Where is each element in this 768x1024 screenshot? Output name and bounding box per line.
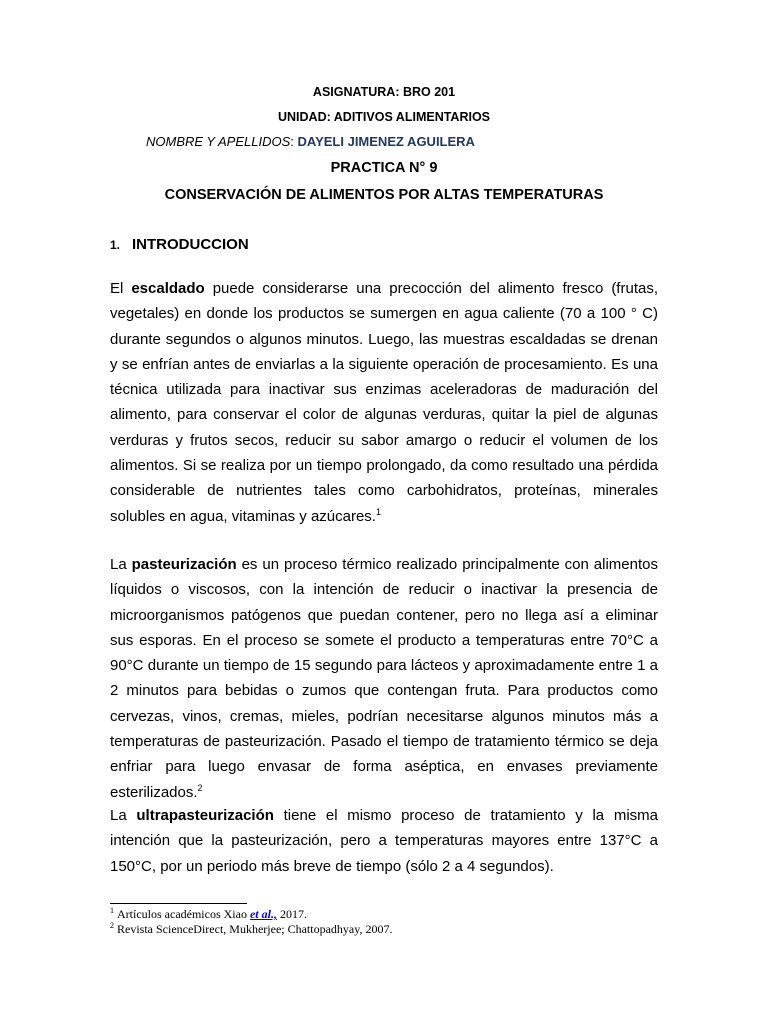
- paragraph-lead: La: [110, 556, 132, 573]
- footnote-text: Artículos académicos Xiao: [117, 907, 250, 921]
- footnote-text: Revista ScienceDirect, Mukherjee; Chattopadhyay, 2007.: [117, 922, 393, 936]
- footnote-separator: [110, 903, 247, 904]
- paragraph-term: pasteurización: [131, 556, 237, 573]
- footnote-link[interactable]: et al.,: [249, 907, 277, 921]
- paragraph-lead: El: [110, 280, 132, 297]
- section-number: 1.: [110, 238, 121, 252]
- paragraph-escaldado: [110, 276, 658, 529]
- paragraph-pasteurizacion: [110, 552, 658, 805]
- section-title: INTRODUCCION: [132, 236, 249, 253]
- student-name-label: NOMBRE Y APELLIDOS: [146, 134, 291, 149]
- paragraph-text: tiene el mismo proceso de tratamiento y la misma intención que la pasteurización, pero a temperaturas mayores entre 137°C a 150°C, por un periodo más breve de tiempo (sólo 2 a 4 segundos).: [110, 807, 658, 875]
- paragraph-ultrapasteurizacion: [110, 803, 658, 879]
- section-heading: [110, 236, 249, 254]
- paragraph-term: escaldado: [131, 280, 205, 297]
- subject-heading: ASIGNATURA: BRO 201: [312, 85, 456, 99]
- paragraph-text: puede considerarse una precocción del alimento fresco (frutas, vegetales) en donde los productos se sumergen en agua caliente (70 a 100 ° C) durante segundos o algunos minutos. Luego, las muestras escaldadas se drenan y se enfrían antes de enviarlas a la siguiente operación de procesamiento. Es una técnica utilizada para inactivar sus enzimas aceleradoras de maduración del alimento, para conservar el color de algunas verduras, quitar la piel de algunas verduras y frutos secos, reducir su sabor amargo o reducir el volumen de los alimentos. Si se realiza por un tiempo prolongado, da como resultado una pérdida considerable de nutrientes tales como carbohidratos, proteínas, minerales solubles en agua, vitaminas y azúcares.: [110, 280, 658, 525]
- paragraph-text: es un proceso térmico realizado principalmente con alimentos líquidos o viscosos, con la intención de reducir o inactivar la presencia de microorganismos patógenos que puedan contener, pero no llega así a eliminar sus esporas. En el proceso se somete el producto a temperaturas entre 70°C a 90°C durante un tiempo de 15 segundo para lácteos y aproximadamente entre 1 a 2 minutos para bebidas o zumos que contengan fruta. Para productos como cervezas, vinos, cremas, mieles, podrían necesitarse algunos minutos más a temperaturas de pasteurización. Pasado el tiempo de tratamiento térmico se deja enfriar para luego envasar de forma aséptica, en envases previamente esterilizados.: [110, 556, 658, 801]
- footnote-2: [110, 922, 392, 937]
- footnote-number: 2: [110, 921, 114, 930]
- paragraph-lead: La: [110, 807, 137, 824]
- footnote-ref: 2: [197, 782, 203, 793]
- unit-heading: UNIDAD: ADITIVOS ALIMENTARIOS: [277, 110, 491, 124]
- student-name-line: [146, 134, 475, 149]
- footnote-number: 1: [110, 906, 114, 915]
- student-name-separator: :: [290, 134, 298, 149]
- student-name-value: DAYELI JIMENEZ AGUILERA: [297, 134, 475, 149]
- practice-number: PRACTICA N° 9: [330, 160, 438, 176]
- footnote-text-end: 2017.: [276, 907, 307, 921]
- document-title: CONSERVACIÓN DE ALIMENTOS POR ALTAS TEMPERATURAS: [164, 187, 604, 203]
- footnote-ref: 1: [375, 506, 381, 517]
- footnote-1: [110, 907, 307, 922]
- paragraph-term: ultrapasteurización: [136, 807, 274, 824]
